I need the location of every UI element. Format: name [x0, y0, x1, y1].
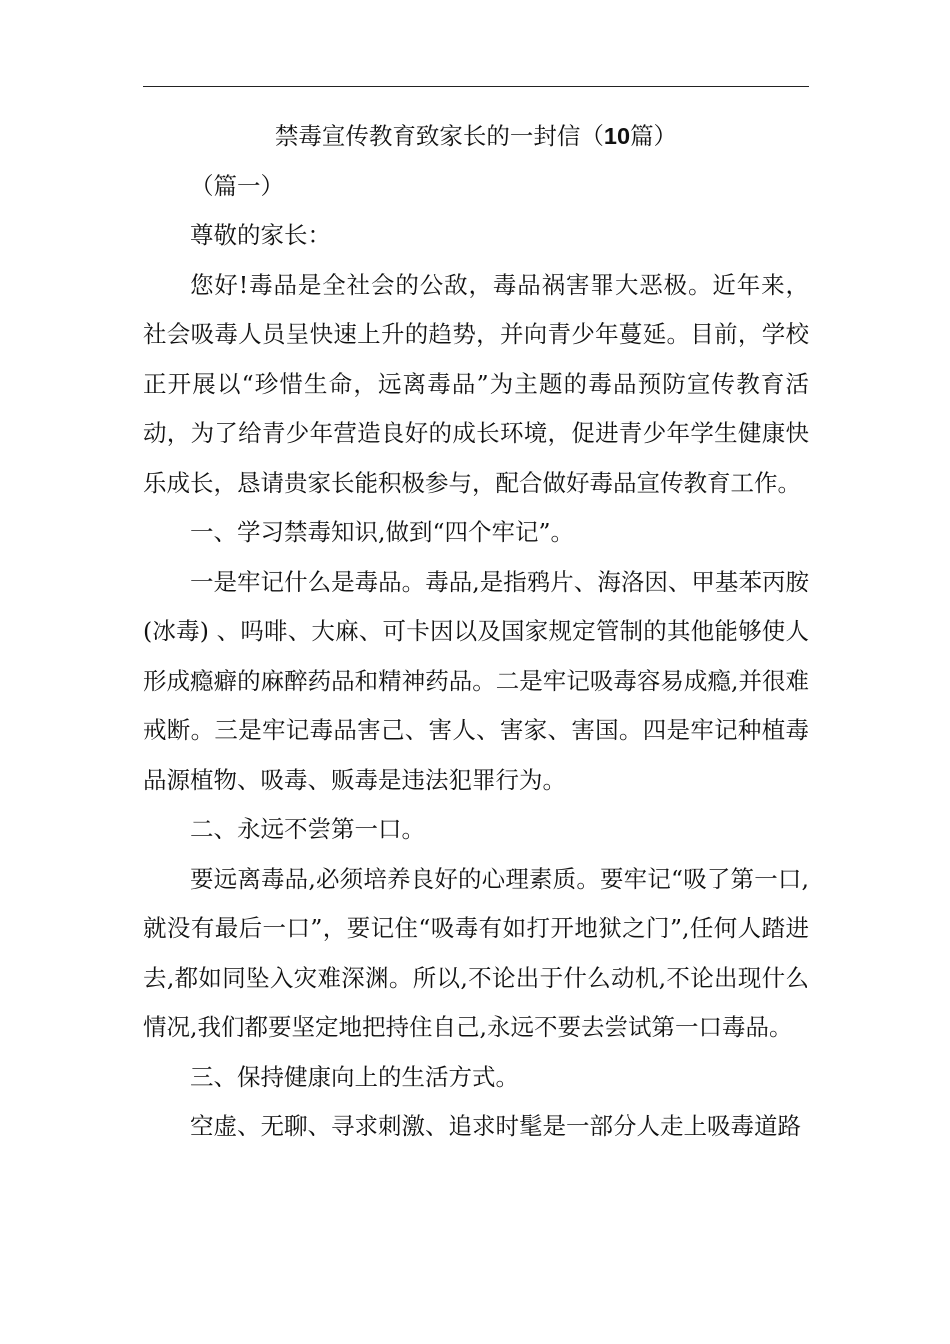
- title-prefix: 禁毒宣传教育致家长的一封信（: [274, 122, 604, 150]
- paragraph-intro: 您好!毒品是全社会的公敌，毒品祸害罪大恶极。近年来，社会吸毒人员呈快速上升的趋势，并向青少年蔓延。目前，学校正开展以“珍惜生命，远离毒品”为主题的毒品预防宣传教育活动，为了给青少年营造良好的成长环境，促进青少年学生健康快乐成长，恳请贵家长能积极参与，配合做好毒品宣传教育工作。: [143, 270, 809, 497]
- title-suffix: 篇）: [630, 122, 678, 150]
- greeting: 尊敬的家长：: [190, 221, 331, 249]
- paragraph-four-remembers: 一是牢记什么是毒品。毒品,是指鸦片、海洛因、甲基苯丙胺(冰毒) 、吗啡、大麻、可卡因以及国家规定管制的其他能够使人形成瘾癖的麻醉药品和精神药品。二是牢记吸毒容易成瘾,并很难戒断。三是牢记毒品害己、害人、害家、害国。四是牢记种植毒品源植物、吸毒、贩毒是违法犯罪行为。: [143, 567, 809, 794]
- section-label: （篇一）: [190, 171, 284, 200]
- heading-two: 二、永远不尝第一口。: [190, 815, 425, 843]
- heading-one: 一、学习禁毒知识,做到“四个牢记”。: [190, 518, 574, 546]
- heading-three: 三、保持健康向上的生活方式。: [190, 1062, 519, 1091]
- document-body: [143, 112, 809, 1152]
- paragraph-first-taste: 要远离毒品,必须培养良好的心理素质。要牢记“吸了第一口,就没有最后一口”，要记住“吸毒有如打开地狱之门”,任何人踏进去,都如同坠入灾难深渊。所以,不论出于什么动机,不论出现什么情况,我们都要坚定地把持住自己,永远不要去尝试第一口毒品。: [143, 864, 809, 1041]
- header-rule: [143, 86, 809, 87]
- title-number: 10: [603, 123, 631, 149]
- document-title: [143, 112, 809, 162]
- paragraph-lifestyle: 空虚、无聊、寻求刺激、追求时髦是一部分人走上吸毒道路: [190, 1112, 801, 1140]
